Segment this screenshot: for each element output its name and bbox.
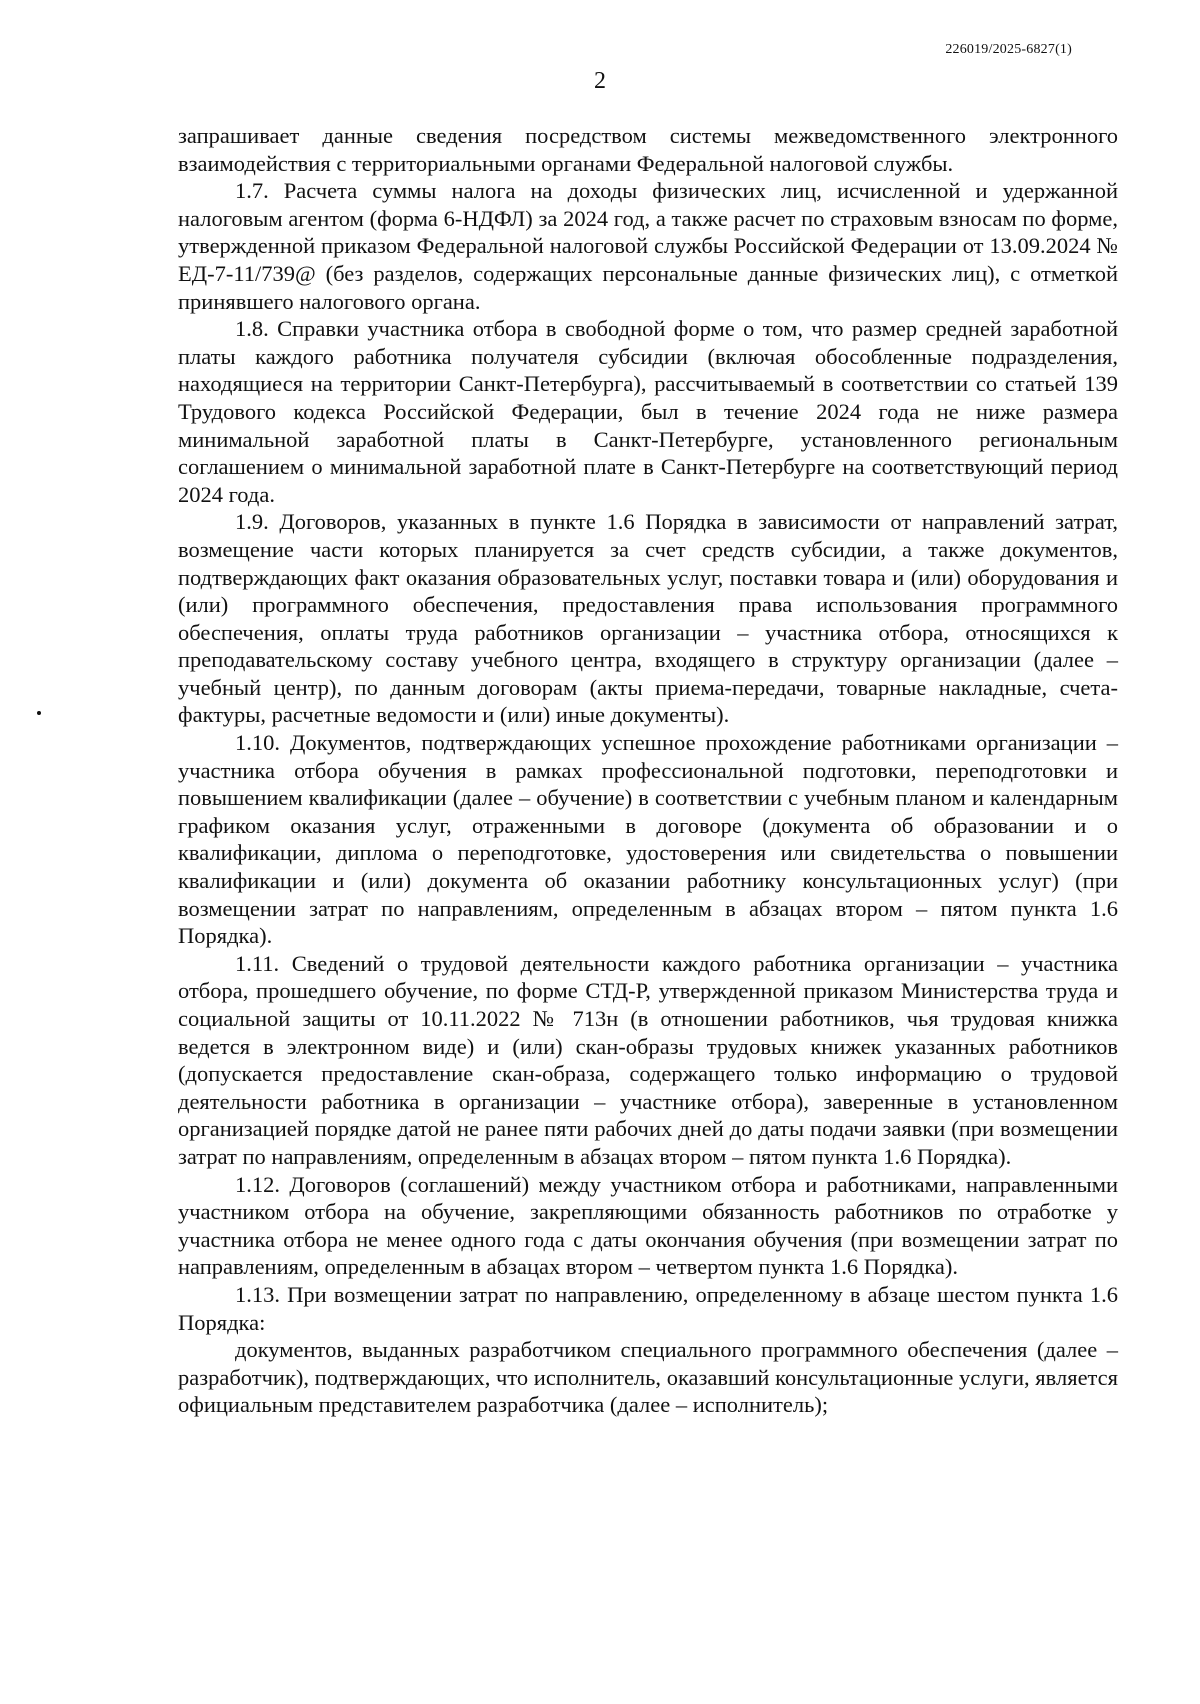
paragraph-1-13: 1.13. При возмещении затрат по направлению, определенному в абзаце шестом пункта 1.6 Порядка: <box>178 1281 1118 1335</box>
paragraph-1-13-item: документов, выданных разработчиком специального программного обеспечения (далее – разработчик), подтверждающих, что исполнитель, оказавший консультационные услуги, является официальным представителем разработчика (далее – исполнитель); <box>178 1337 1118 1418</box>
paragraph-1-11: 1.11. Сведений о трудовой деятельности каждого работника организации – участника отбора, прошедшего обучение, по форме СТД-Р, утвержденной приказом Министерства труда и социальной защиты от 10.11.2022 № 713н (в отношении работников, чья трудовая книжка ведется в электронном виде) и (или) скан-образы трудовых книжек указанных работников (допускается предоставление скан-образа, содержащего только информацию о трудовой деятельности работника в организации – участнике отбора), заверенные в установленном организацией порядке датой не ранее пяти рабочих дней до даты подачи заявки (при возмещении затрат по направлениям, определенным в абзацах втором – пятом пункта 1.6 Порядка). <box>178 950 1118 1169</box>
paragraph-1-10: 1.10. Документов, подтверждающих успешное прохождение работниками организации – участника отбора обучения в рамках профессиональной подготовки, переподготовки и повышением квалификации (далее – обучение) в соответствии с учебным планом и календарным графиком оказания услуг, отраженными в договоре (документа об образовании и о квалификации, диплома о переподготовке, удостоверения или свидетельства о повышении квалификации и (или) документа об оказании работнику консультационных услуг) (при возмещении затрат по направлениям, определенным в абзацах втором – пятом пункта 1.6 Порядка). <box>178 730 1118 949</box>
paragraph-1-12: 1.12. Договоров (соглашений) между участником отбора и работниками, направленными участником отбора на обучение, закрепляющими обязанность работников по отработке у участника отбора не менее одного года с даты окончания обучения (при возмещении затрат по направлениям, определенным в абзацах втором – четвертом пункта 1.6 Порядка). <box>178 1171 1118 1280</box>
paragraph-1-7: 1.7. Расчета суммы налога на доходы физических лиц, исчисленной и удержанной налоговым агентом (форма 6-НДФЛ) за 2024 год, а также расчет по страховым взносам по форме, утвержденной приказом Федеральной налоговой службы Российской Федерации от 13.09.2024 № ЕД-7-11/739@ (без разделов, содержащих персональные данные физических лиц), с отметкой принявшего налогового органа. <box>178 178 1118 314</box>
page-number: 2 <box>594 68 606 94</box>
document-registration-number: 226019/2025-6827(1) <box>945 42 1072 57</box>
paragraph-1-8: 1.8. Справки участника отбора в свободной форме о том, что размер средней заработной платы каждого работника получателя субсидии (включая обособленные подразделения, находящиеся на территории Санкт-Петербурга), рассчитываемый в соответствии со статьей 139 Трудового кодекса Российской Федерации, был в течение 2024 года не ниже размера минимальной заработной платы в Санкт-Петербурге, установленного региональным соглашением о минимальной заработной плате в Санкт-Петербурге на соответствующий период 2024 года. <box>178 316 1118 507</box>
document-body <box>178 122 1118 1419</box>
margin-dot <box>37 711 41 715</box>
paragraph-1-9: 1.9. Договоров, указанных в пункте 1.6 Порядка в зависимости от направлений затрат, возмещение части которых планируется за счет средств субсидии, а также документов, подтверждающих факт оказания образовательных услуг, поставки товара и (или) оборудования и (или) программного обеспечения, предоставления права использования программного обеспечения, оплаты труда работников организации – участника отбора, относящихся к преподавательскому составу учебного центра, входящего в структуру организации (далее – учебный центр), по данным договорам (акты приема-передачи, товарные накладные, счета-фактуры, расчетные ведомости и (или) иные документы). <box>178 509 1118 728</box>
paragraph-continuation: запрашивает данные сведения посредством системы межведомственного электронного взаимодействия с территориальными органами Федеральной налоговой службы. <box>178 123 1118 176</box>
